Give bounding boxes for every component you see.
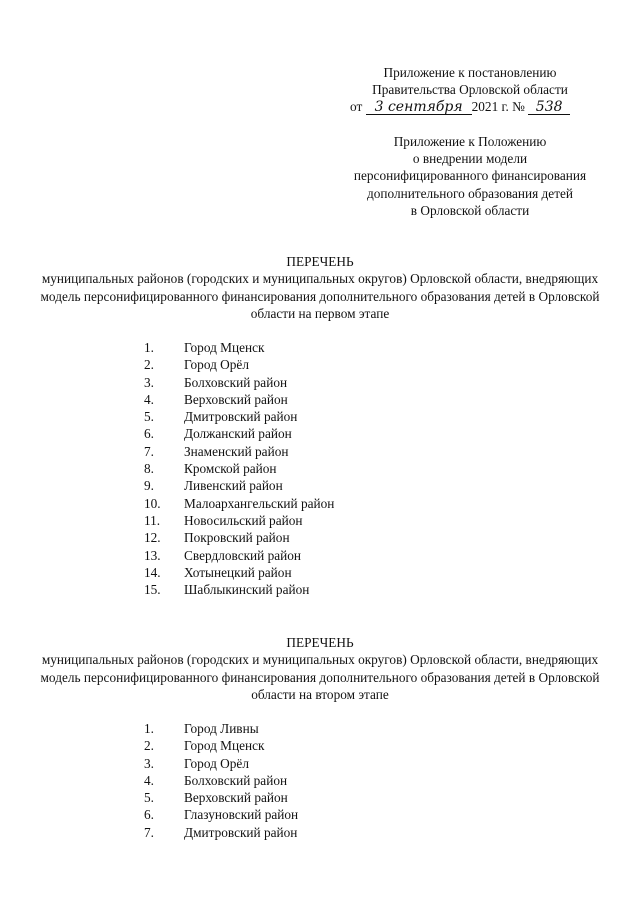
list-item-name: Кромской район xyxy=(184,461,277,477)
list-item xyxy=(144,339,504,356)
list-item-name: Город Ливны xyxy=(184,721,259,736)
section-heading: ПЕРЕЧЕНЬ xyxy=(286,254,354,269)
section-subtitle: муниципальных районов (городских и муниципальных округов) Орловской области, внедряющих модель персонифицированного финансирования дополнительного образования детей в Орловской области на втором этапе xyxy=(40,652,600,703)
list-item-number: 6. xyxy=(144,426,154,442)
list-item-number: 8. xyxy=(144,461,154,477)
regulation-line-4: дополнительного образования детей xyxy=(366,185,574,201)
list-item-number: 10. xyxy=(144,495,161,511)
list-item-name: Ливенский район xyxy=(184,478,283,494)
regulation-line-5: в Орловской области xyxy=(410,202,530,218)
list-item-name: Город Мценск xyxy=(184,340,265,355)
list-item-name: Город Орёл xyxy=(184,357,249,373)
list-item xyxy=(144,755,504,772)
list-item-name: Хотынецкий район xyxy=(184,564,292,580)
approval-prefix: от xyxy=(350,99,363,115)
list-item xyxy=(144,772,504,789)
list-item-name: Болховский район xyxy=(184,772,288,788)
list-item-number: 4. xyxy=(144,391,154,407)
regulation-line-3: персонифицированного финансирования xyxy=(353,168,587,184)
list-item-number: 12. xyxy=(144,530,161,546)
list-item-number: 7. xyxy=(144,443,154,459)
list-item xyxy=(144,824,504,841)
approval-line-1: Приложение к постановлению xyxy=(383,65,557,80)
list-item xyxy=(144,737,504,754)
list-item-number: 15. xyxy=(144,582,161,598)
list-item-number: 5. xyxy=(144,409,154,425)
first-stage-list xyxy=(144,339,504,598)
list-item-name: Город Мценск xyxy=(184,738,265,754)
list-item xyxy=(144,374,504,391)
list-item-number: 14. xyxy=(144,564,161,580)
list-item-number: 13. xyxy=(144,547,161,563)
list-item-number: 1. xyxy=(144,721,154,736)
list-item-name: Знаменский район xyxy=(184,443,289,459)
list-item-name: Малоархангельский район xyxy=(184,495,335,511)
list-item-number: 4. xyxy=(144,772,154,788)
regulation-line-2: о внедрении модели xyxy=(412,151,528,167)
list-item-number: 7. xyxy=(144,824,154,840)
section-second-stage xyxy=(40,634,600,704)
list-item-number: 9. xyxy=(144,478,154,494)
list-item-number: 6. xyxy=(144,807,154,823)
list-item-name: Дмитровский район xyxy=(184,824,298,840)
second-stage-list xyxy=(144,720,504,841)
list-item-number: 5. xyxy=(144,790,154,806)
list-item-name: Верховский район xyxy=(184,790,288,806)
list-item xyxy=(144,356,504,373)
list-item-name: Болховский район xyxy=(184,374,288,390)
list-item xyxy=(144,495,504,512)
section-heading: ПЕРЕЧЕНЬ xyxy=(286,635,354,650)
regulation-block xyxy=(320,133,620,219)
approval-date-line xyxy=(320,98,620,115)
list-item-number: 11. xyxy=(144,512,161,528)
list-item xyxy=(144,581,504,598)
approval-year: 2021 г. xyxy=(471,99,509,115)
list-item xyxy=(144,547,504,564)
list-item xyxy=(144,529,504,546)
list-item xyxy=(144,425,504,442)
list-item-number: 2. xyxy=(144,357,154,373)
list-item-name: Дмитровский район xyxy=(184,409,298,425)
approval-number-sign: № xyxy=(512,99,525,115)
handwritten-number: 538 xyxy=(528,100,570,115)
regulation-line-1: Приложение к Положению xyxy=(393,134,547,149)
list-item-number: 3. xyxy=(144,755,154,771)
list-item-name: Свердловский район xyxy=(184,547,302,563)
list-item xyxy=(144,789,504,806)
approval-line-2: Правительства Орловской области xyxy=(372,82,568,98)
list-item-name: Новосильский район xyxy=(184,512,303,528)
list-item-name: Покровский район xyxy=(184,530,290,546)
approval-block xyxy=(320,64,620,116)
handwritten-date: 3 сентября xyxy=(366,100,472,115)
list-item-name: Должанский район xyxy=(184,426,292,442)
section-first-stage xyxy=(40,253,600,323)
list-item xyxy=(144,806,504,823)
list-item xyxy=(144,477,504,494)
list-item-name: Шаблыкинский район xyxy=(184,582,310,598)
list-item xyxy=(144,720,504,737)
list-item xyxy=(144,443,504,460)
list-item xyxy=(144,460,504,477)
list-item-number: 3. xyxy=(144,374,154,390)
list-item-name: Глазуновский район xyxy=(184,807,299,823)
list-item xyxy=(144,564,504,581)
list-item xyxy=(144,408,504,425)
list-item xyxy=(144,512,504,529)
section-subtitle: муниципальных районов (городских и муниципальных округов) Орловской области, внедряющих модель персонифицированного финансирования дополнительного образования детей в Орловской области на первом этапе xyxy=(40,271,600,322)
list-item-number: 2. xyxy=(144,738,154,754)
list-item xyxy=(144,391,504,408)
list-item-name: Город Орёл xyxy=(184,755,249,771)
list-item-name: Верховский район xyxy=(184,391,288,407)
list-item-number: 1. xyxy=(144,340,154,355)
